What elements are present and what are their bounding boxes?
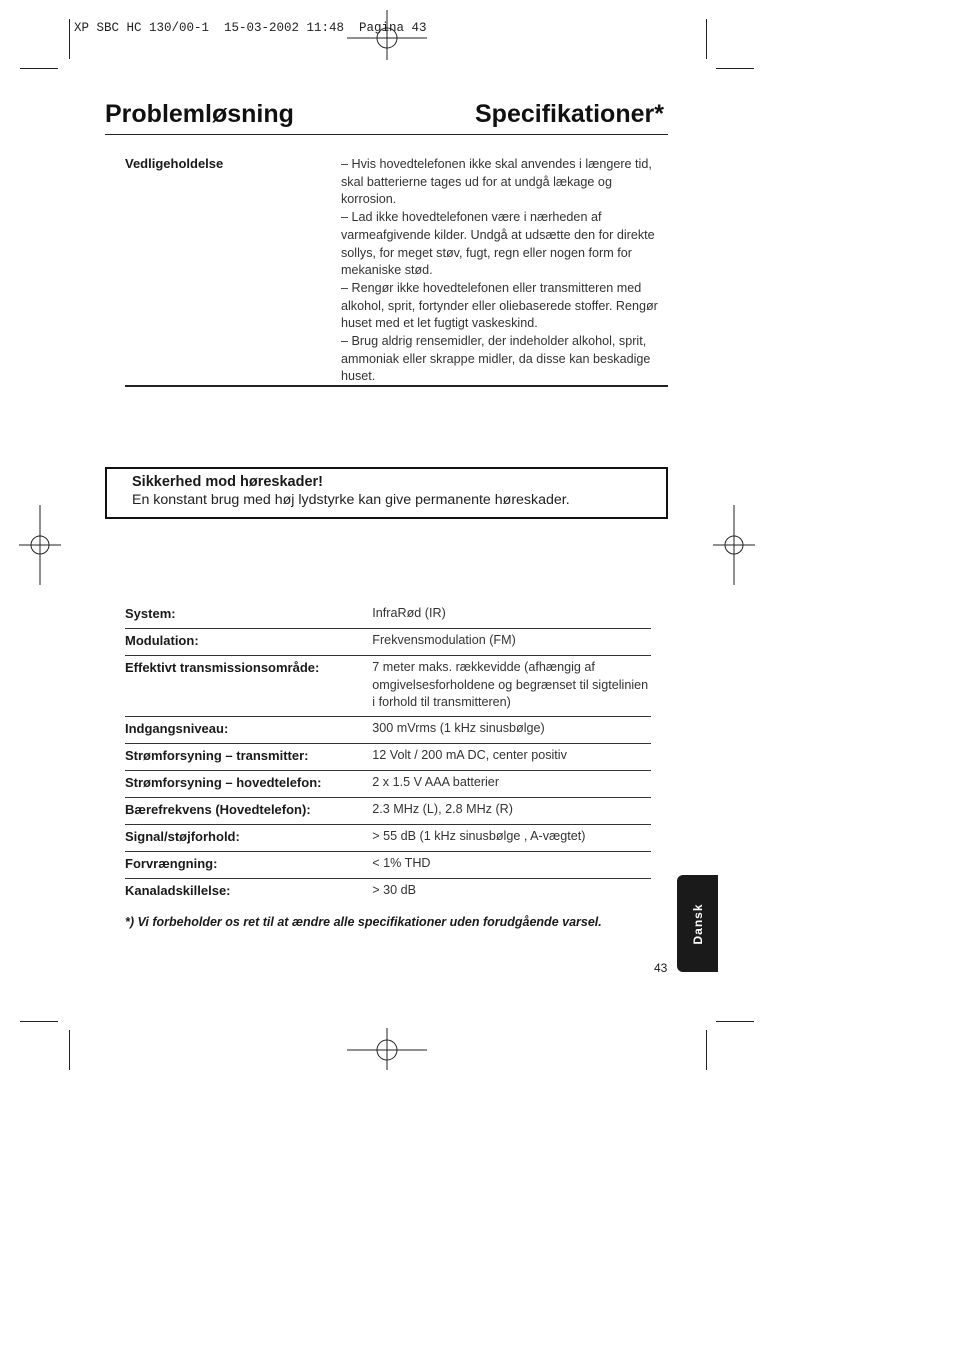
maintenance-paragraph: – Hvis hovedtelefonen ikke skal anvendes i længere tid, skal batterierne tages ud for at undgå lækage og korrosion. bbox=[341, 157, 652, 207]
hearing-warning-box bbox=[105, 467, 668, 519]
table-row bbox=[125, 771, 651, 798]
registration-mark-icon bbox=[347, 10, 427, 60]
spec-label: Signal/støjforhold: bbox=[125, 828, 240, 844]
maintenance-label: Vedligeholdelse bbox=[125, 156, 224, 171]
table-row bbox=[125, 656, 651, 717]
registration-mark-icon bbox=[19, 505, 61, 585]
spec-label: Forvrængning: bbox=[125, 855, 218, 871]
crop-mark bbox=[716, 68, 754, 69]
registration-mark-icon bbox=[713, 505, 755, 585]
spec-label: Strømforsyning – hovedtelefon: bbox=[125, 774, 322, 790]
spec-value: 12 Volt / 200 mA DC, center positiv bbox=[372, 747, 567, 762]
table-row bbox=[125, 879, 651, 905]
crop-mark bbox=[716, 1021, 754, 1022]
spec-value: 2 x 1.5 V AAA batterier bbox=[372, 774, 500, 789]
spec-label: Bærefrekvens (Hovedtelefon): bbox=[125, 801, 311, 817]
language-tab bbox=[677, 875, 718, 972]
maintenance-text bbox=[341, 156, 666, 386]
table-row bbox=[125, 744, 651, 771]
crop-mark bbox=[69, 19, 70, 59]
table-row bbox=[125, 852, 651, 879]
table-row bbox=[125, 798, 651, 825]
spec-value: > 55 dB (1 kHz sinusbølge , A-vægtet) bbox=[372, 828, 586, 843]
spec-value: 300 mVrms (1 kHz sinusbølge) bbox=[372, 720, 545, 735]
maintenance-paragraph: – Rengør ikke hovedtelefonen eller transmitteren med alkohol, sprit, fortynder eller oliebaserede stoffer. Rengør huset med et let fugtigt vaskeskind. bbox=[341, 280, 658, 331]
spec-label: System: bbox=[125, 606, 176, 621]
maintenance-paragraph: – Brug aldrig rensemidler, der indeholder alkohol, sprit, ammoniak eller skrappe midler, da disse kan beskadige huset. bbox=[341, 334, 651, 384]
table-row bbox=[125, 825, 651, 852]
spec-value: > 30 dB bbox=[372, 882, 417, 897]
footnote: *) Vi forbeholder os ret til at ændre alle specifikationer uden forudgående varsel. bbox=[125, 915, 602, 929]
crop-mark bbox=[706, 1030, 707, 1070]
spec-label: Modulation: bbox=[125, 633, 199, 648]
print-slug: XP SBC HC 130/00-1 15-03-2002 11:48 Pagina 43 bbox=[74, 21, 427, 35]
spec-value: 2.3 MHz (L), 2.8 MHz (R) bbox=[372, 801, 513, 816]
page-number: 43 bbox=[654, 961, 668, 975]
spec-value: Frekvensmodulation (FM) bbox=[372, 633, 516, 647]
crop-mark bbox=[20, 1021, 58, 1022]
warning-title: Sikkerhed mod høreskader! bbox=[132, 474, 323, 490]
crop-mark bbox=[20, 68, 58, 69]
warning-text: En konstant brug med høj lydstyrke kan give permanente høreskader. bbox=[132, 492, 570, 508]
crop-mark bbox=[706, 19, 707, 59]
section-title-specifications: Specifikationer* bbox=[475, 100, 664, 128]
crop-mark bbox=[69, 1030, 70, 1070]
maintenance-paragraph: – Lad ikke hovedtelefonen være i nærheden af varmeafgivende kilder. Undgå at udsætte den for direkte sollys, for meget støv, fugt, regn eller nogen form for mekaniske stød. bbox=[341, 210, 655, 278]
spec-value: InfraRød (IR) bbox=[372, 606, 446, 620]
specifications-table bbox=[125, 602, 651, 905]
title-rule bbox=[105, 134, 668, 135]
table-row bbox=[125, 629, 651, 656]
spec-value: 7 meter maks. rækkevidde (afhængig af omgivelsesforholdene og begrænset til sigtelinien i forhold til transmitteren) bbox=[372, 660, 649, 709]
language-tab-label: Dansk bbox=[690, 902, 705, 945]
maintenance-rule bbox=[125, 385, 668, 387]
spec-label: Kanaladskillelse: bbox=[125, 882, 231, 898]
spec-label: Effektivt transmissionsområde: bbox=[125, 660, 320, 675]
spec-label: Indgangsniveau: bbox=[125, 720, 229, 736]
section-title-troubleshooting: Problemløsning bbox=[105, 100, 294, 128]
registration-mark-icon bbox=[347, 1028, 427, 1070]
spec-label: Strømforsyning – transmitter: bbox=[125, 747, 309, 763]
table-row bbox=[125, 602, 651, 629]
table-row bbox=[125, 717, 651, 744]
spec-value: < 1% THD bbox=[372, 855, 431, 870]
